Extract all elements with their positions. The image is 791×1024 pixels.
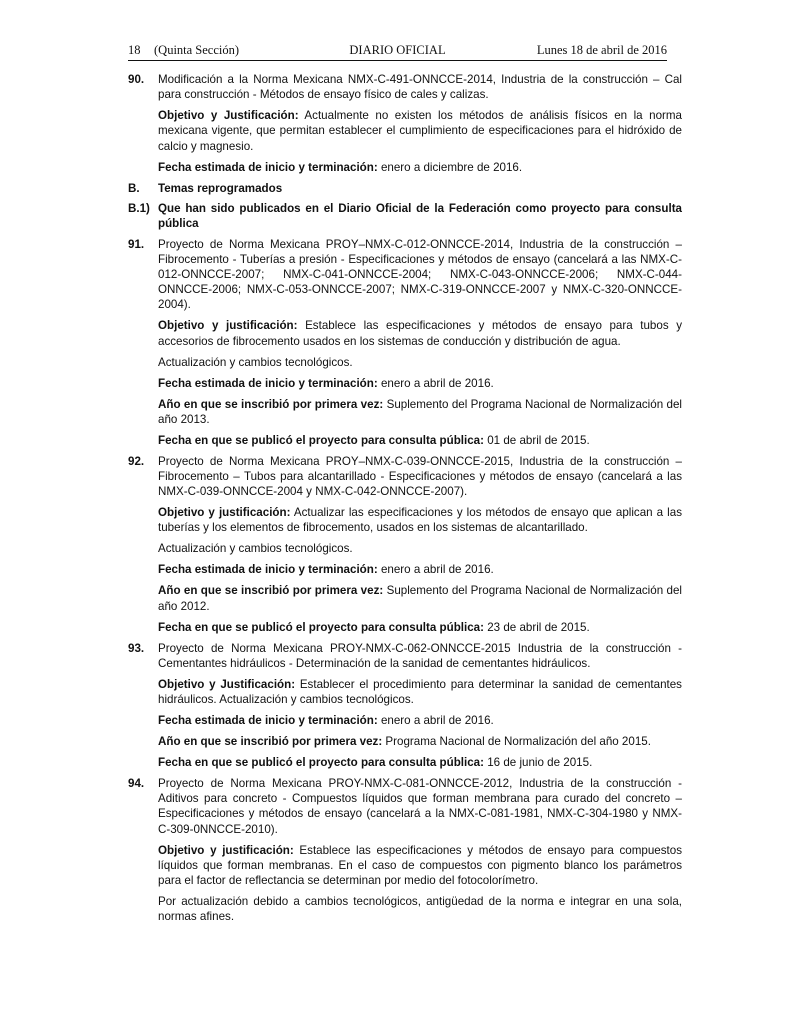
published-label: Fecha en que se publicó el proyecto para consulta pública: xyxy=(158,620,484,634)
year-paragraph xyxy=(158,583,682,613)
item-number: 92. xyxy=(128,454,145,468)
year-paragraph xyxy=(158,734,682,749)
dates-text: enero a abril de 2016. xyxy=(377,376,494,390)
objective-text: Establece las especificaciones y métodos de ensayo para tubos y accesorios de fibrocemento usados en los sistemas de conducción y distribución de agua. xyxy=(158,319,682,348)
objective-paragraph xyxy=(158,505,682,535)
section-letter: B. xyxy=(128,181,140,195)
dates-label: Fecha estimada de inicio y terminación: xyxy=(158,160,378,174)
year-label: Año en que se inscribió por primera vez: xyxy=(158,584,384,598)
published-text: 01 de abril de 2015. xyxy=(484,433,590,447)
published-label: Fecha en que se publicó el proyecto para consulta pública: xyxy=(158,756,484,770)
item-description-part: Proyecto de Norma Mexicana PROY–NMX-C-012-ONNCCE-2014, Industria de la construcción – Fibrocemento - Tuberías a presión - Especificaciones y métodos de ensayo (cancelará a las NMX-C-012-ONNCCE-2007; xyxy=(158,237,682,281)
objective-label: Objetivo y justificación: xyxy=(158,506,291,520)
publication-date: Lunes 18 de abril de 2016 xyxy=(536,43,667,57)
section-title: Temas reprogramados xyxy=(158,181,283,195)
objective-label: Objetivo y justificación: xyxy=(158,319,298,333)
year-label: Año en que se inscribió por primera vez: xyxy=(158,397,384,411)
item-description-part: NMX-C-041-ONNCCE-2004; NMX-C-043-ONNCCE-2006; NMX-C-044-ONNCCE-2006; NMX-C-053-ONNCCE-2007; NMX-C-319-ONNCCE-2007 y NMX-C-320-ONNCCE-2004). xyxy=(158,268,682,312)
objective-text: Establecer el procedimiento para determinar la sanidad de cementantes hidráulicos. Actualización y cambios tecnológicos. xyxy=(158,677,682,707)
subsection-heading xyxy=(128,201,682,231)
published-label: Fecha en que se publicó el proyecto para consulta pública: xyxy=(158,433,484,447)
item-number: 94. xyxy=(128,777,145,791)
published-paragraph xyxy=(158,755,682,770)
update-paragraph: Actualización y cambios tecnológicos. xyxy=(158,542,353,556)
published-text: 23 de abril de 2015. xyxy=(484,620,590,634)
objective-text: Establece las especificaciones y métodos de ensayo para compuestos líquidos que forman membranas. En el caso de compuestos con pigmento blanco los parámetros para el factor de reflectancia se determinan por medio del fotocolorímetro. xyxy=(158,843,682,888)
item-description: Modificación a la Norma Mexicana NMX-C-491-ONNCCE-2014, Industria de la construcción – Cal para construcción - Métodos de ensayo físico de cales y calizas. xyxy=(158,73,682,102)
objective-label: Objetivo y Justificación: xyxy=(158,677,296,691)
dates-text: enero a abril de 2016. xyxy=(377,563,494,577)
objective-text: Actualizar las especificaciones y los métodos de ensayo que aplican a las tuberías y los elementos de fibrocemento, usados en los sistemas de alcantarillado. xyxy=(158,506,682,535)
item-number: 90. xyxy=(128,73,145,86)
list-item xyxy=(128,641,682,671)
header-rule xyxy=(128,60,667,61)
list-item xyxy=(128,776,682,837)
list-item xyxy=(128,237,682,313)
dates-paragraph xyxy=(158,160,682,175)
section-label: (Quinta Sección) xyxy=(154,43,240,57)
dates-label: Fecha estimada de inicio y terminación: xyxy=(158,376,378,390)
year-paragraph xyxy=(158,397,682,427)
item-number: 93. xyxy=(128,641,145,655)
dates-label: Fecha estimada de inicio y terminación: xyxy=(158,563,378,577)
dates-label: Fecha estimada de inicio y terminación: xyxy=(158,714,378,728)
item-description: Proyecto de Norma Mexicana PROY-NMX-C-081-ONNCCE-2012, Industria de la construcción - Aditivos para concreto - Compuestos líquidos que forman membrana para curado del concreto – Especificaciones y métodos de ensayo (cancelará a la NMX-C-081-1981, NMX-C-304-1980 y NMX-C-309-0NNCCE-2010). xyxy=(158,777,682,836)
list-item xyxy=(128,72,682,102)
dates-text: enero a diciembre de 2016. xyxy=(377,160,523,174)
published-paragraph xyxy=(158,620,682,635)
published-paragraph xyxy=(158,433,682,448)
year-text: Programa Nacional de Normalización del año 2015. xyxy=(382,735,651,749)
list-item xyxy=(128,454,682,500)
section-heading xyxy=(128,181,682,196)
update-paragraph: Por actualización debido a cambios tecnológicos, antigüedad de la norma e integrar en una sola, normas afines. xyxy=(158,895,682,924)
published-text: 16 de junio de 2015. xyxy=(484,756,593,770)
publication-title: DIARIO OFICIAL xyxy=(349,43,446,57)
page-number: 18 xyxy=(128,43,141,57)
objective-paragraph xyxy=(158,318,682,348)
year-text: Suplemento del Programa Nacional de Normalización del año 2012. xyxy=(158,584,682,613)
dates-paragraph xyxy=(158,713,682,728)
objective-label: Objetivo y Justificación: xyxy=(158,109,299,123)
objective-paragraph xyxy=(158,677,682,707)
objective-label: Objetivo y justificación: xyxy=(158,843,294,857)
objective-paragraph xyxy=(158,843,682,889)
objective-text: Actualmente no existen los métodos de análisis físicos en la norma mexicana vigente, que permitan establecer el cumplimiento de especificaciones para el hidróxido de calcio y magnesio. xyxy=(158,109,682,153)
document-body xyxy=(128,72,682,930)
dates-paragraph xyxy=(158,376,682,391)
update-paragraph: Actualización y cambios tecnológicos. xyxy=(158,355,353,369)
item-description: Proyecto de Norma Mexicana PROY-NMX-C-062-ONNCCE-2015 Industria de la construcción - Cementantes hidráulicos - Determinación de la sanidad de cementantes hidráulicos. xyxy=(158,641,682,670)
item-number: 91. xyxy=(128,237,145,251)
page-header xyxy=(128,40,667,60)
year-label: Año en que se inscribió por primera vez: xyxy=(158,735,383,749)
objective-paragraph xyxy=(158,108,682,154)
dates-text: enero a abril de 2016. xyxy=(377,714,494,728)
item-description: Proyecto de Norma Mexicana PROY–NMX-C-039-ONNCCE-2015, Industria de la construcción – Fibrocemento – Tubos para alcantarillado - Especificaciones y métodos de ensayo (cancelará a las NMX-C-039-ONNCCE-2004 y NMX-C-042-ONNCCE-2007). xyxy=(158,454,682,499)
year-text: Suplemento del Programa Nacional de Normalización del año 2013. xyxy=(158,397,682,426)
subsection-title: Que han sido publicados en el Diario Oficial de la Federación como proyecto para consulta pública xyxy=(158,202,682,231)
subsection-letter: B.1) xyxy=(128,202,150,215)
item-description xyxy=(158,237,682,313)
dates-paragraph xyxy=(158,562,682,577)
